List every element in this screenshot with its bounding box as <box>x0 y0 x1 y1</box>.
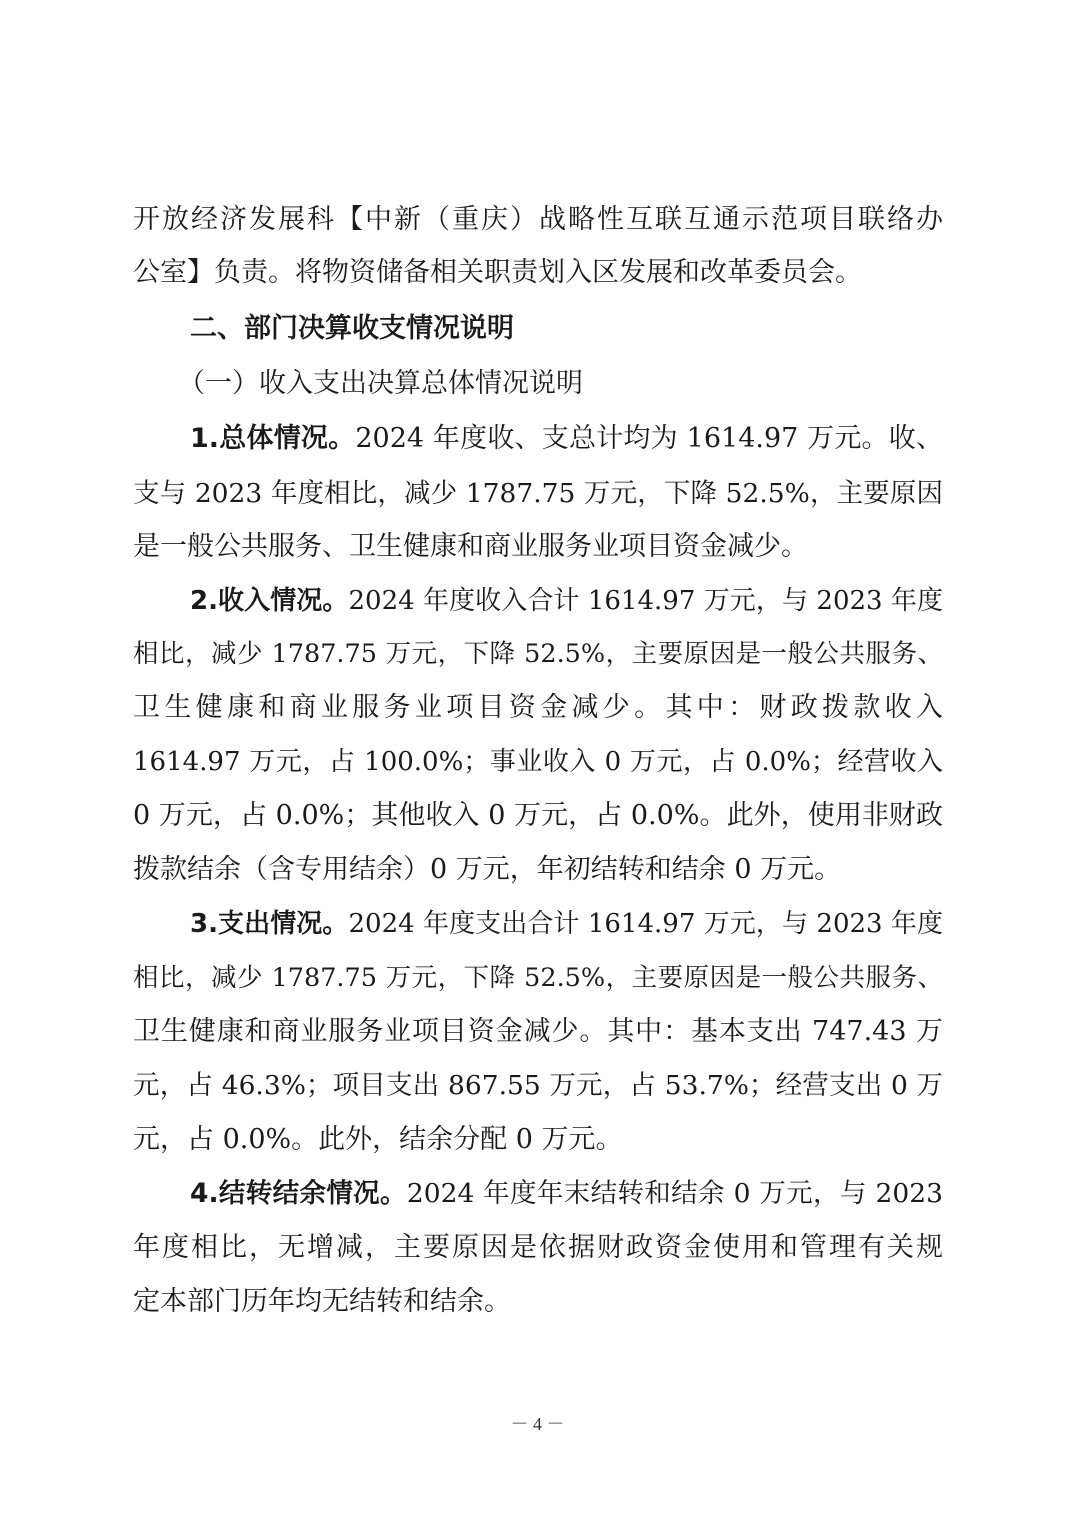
p2-line-4: 1614.97 万元，占 100.0%；事业收入 0 万元，占 0.0%；经营收入 <box>133 747 943 777</box>
p4-line-1 <box>190 1176 943 1212</box>
p3-line-1-text: 2024 年度支出合计 1614.97 万元，与 2023 年度 <box>348 909 944 939</box>
subsection-heading: （一）收入支出决算总体情况说明 <box>178 368 583 399</box>
p3-line-4: 元，占 46.3%；项目支出 867.55 万元，占 53.7%；经营支出 0 万 <box>133 1070 943 1101</box>
p1-line-3: 是一般公共服务、卫生健康和商业服务业项目资金减少。 <box>133 531 808 562</box>
p3-line-5: 元，占 0.0%。此外，结余分配 0 万元。 <box>133 1124 623 1155</box>
p2-line-3: 卫生健康和商业服务业项目资金减少。其中：财政拨款收入 <box>133 692 943 723</box>
section-heading: 二、部门决算收支情况说明 <box>190 313 514 344</box>
p3-line-1 <box>190 906 943 942</box>
p2-line-6: 拨款结余（含专用结余）0 万元，年初结转和结余 0 万元。 <box>133 854 842 885</box>
p4-line-2: 年度相比，无增减，主要原因是依据财政资金使用和管理有关规 <box>133 1232 943 1263</box>
p2-lead: 2.收入情况。 <box>190 586 349 616</box>
p1-line-2: 支与 2023 年度相比，减少 1787.75 万元，下降 52.5%，主要原因 <box>133 478 943 509</box>
intro-line-1: 开放经济发展科【中新（重庆）战略性互联互通示范项目联络办 <box>133 204 943 235</box>
p3-line-2: 相比，减少 1787.75 万元，下降 52.5%，主要原因是一般公共服务、 <box>133 963 943 993</box>
p4-lead: 4.结转结余情况。 <box>190 1178 407 1209</box>
p1-line-1-text: 2024 年度收、支总计均为 1614.97 万元。收、 <box>355 423 943 454</box>
p1-line-1 <box>190 421 943 457</box>
p3-lead: 3.支出情况。 <box>190 909 349 939</box>
p4-line-3: 定本部门历年均无结转和结余。 <box>133 1286 511 1317</box>
p2-line-1-text: 2024 年度收入合计 1614.97 万元，与 2023 年度 <box>348 586 944 616</box>
intro-line-2: 公室】负责。将物资储备相关职责划入区发展和改革委员会。 <box>133 257 862 288</box>
p4-line-1-text: 2024 年度年末结转和结余 0 万元，与 2023 <box>406 1178 943 1209</box>
p1-lead: 1.总体情况。 <box>190 423 356 454</box>
p2-line-5: 0 万元，占 0.0%；其他收入 0 万元，占 0.0%。此外，使用非财政 <box>133 800 943 831</box>
p2-line-1 <box>190 583 943 619</box>
p3-line-3: 卫生健康和商业服务业项目资金减少。其中：基本支出 747.43 万 <box>133 1016 943 1047</box>
page-number: － 4 － <box>510 1414 565 1434</box>
p2-line-2: 相比，减少 1787.75 万元，下降 52.5%，主要原因是一般公共服务、 <box>133 639 943 669</box>
